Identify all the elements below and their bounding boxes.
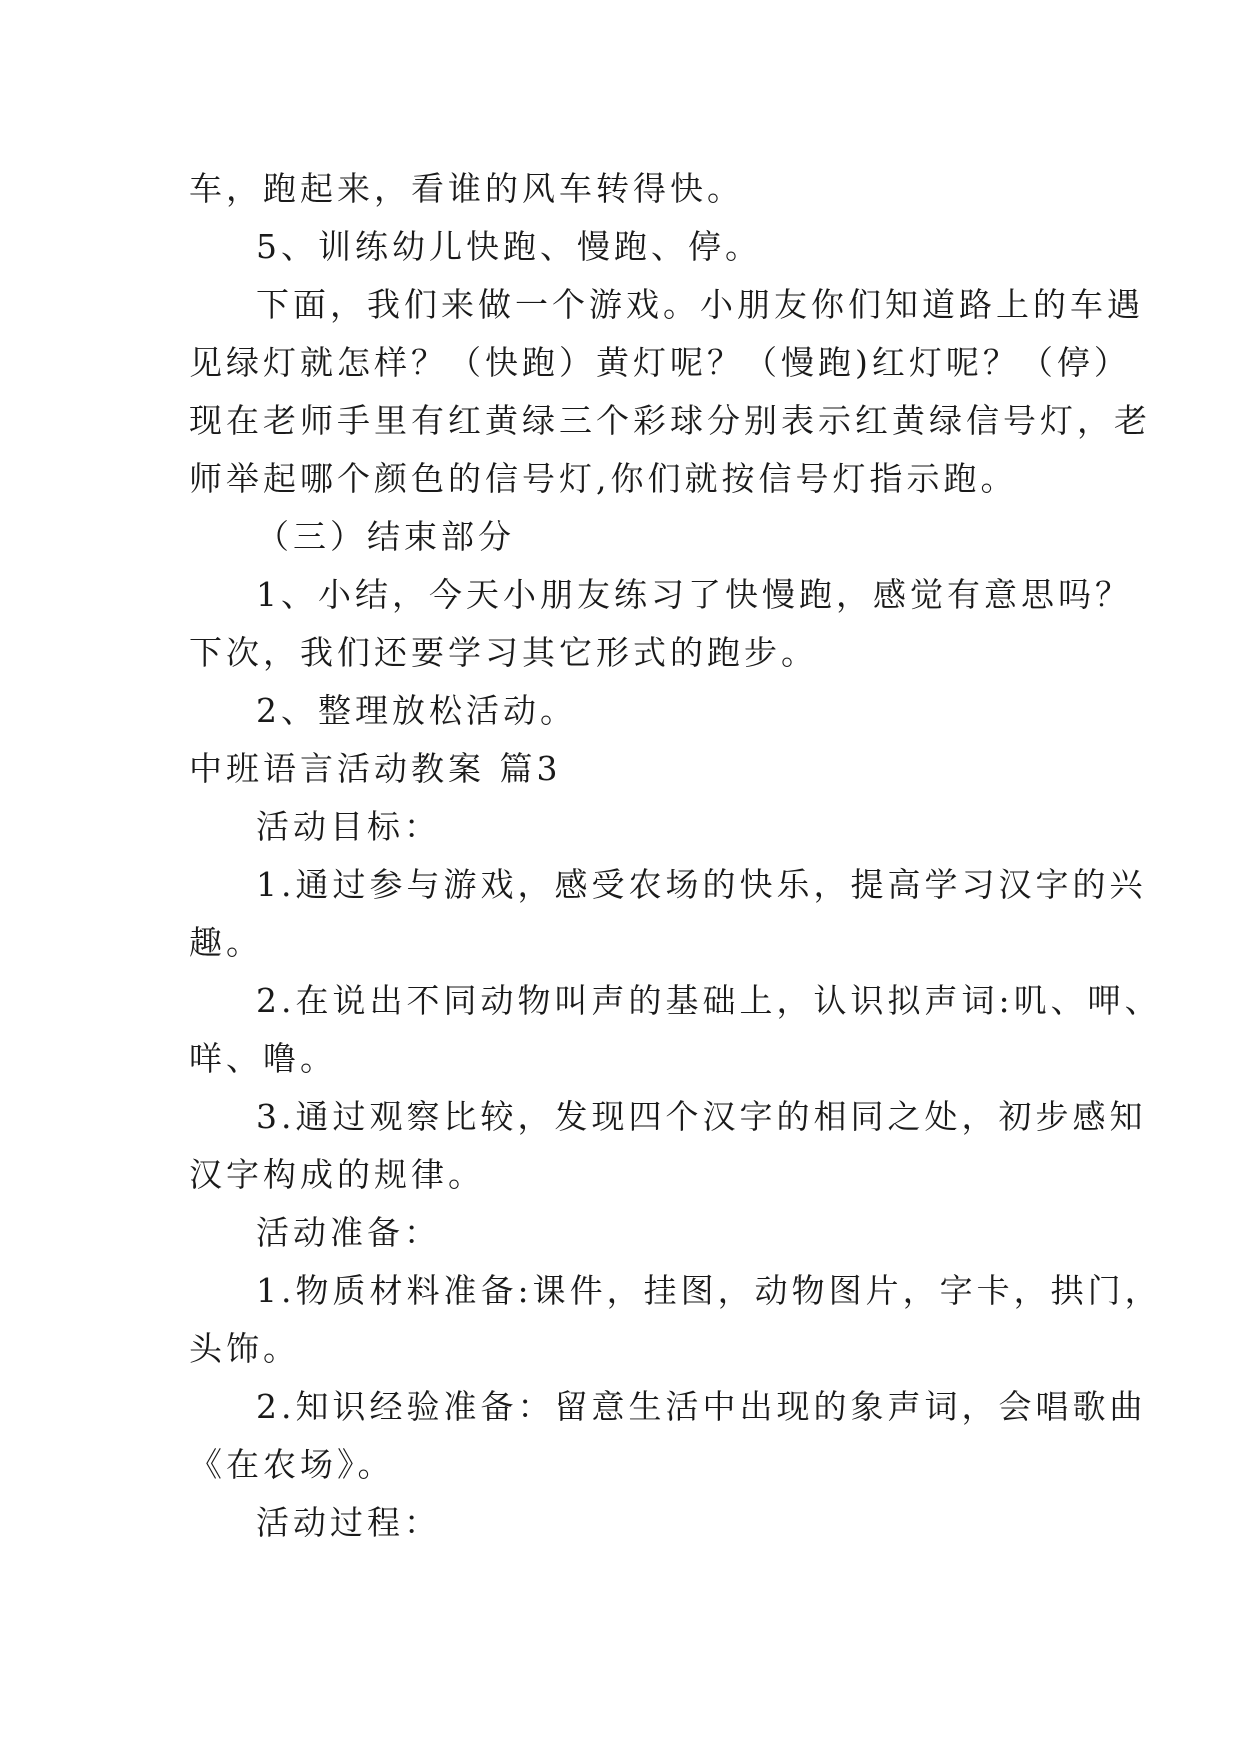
text-line: 见绿灯就怎样？（快跑）黄灯呢？（慢跑)红灯呢？（停） [189, 343, 1131, 382]
section-heading: （三）结束部分 [256, 517, 515, 556]
chapter-title: 中班语言活动教案 篇3 [189, 749, 562, 788]
section-heading: 活动目标： [256, 807, 441, 846]
text-line: 1.物质材料准备:课件，挂图，动物图片，字卡，拱门， [256, 1271, 1162, 1310]
text-line: 下面，我们来做一个游戏。小朋友你们知道路上的车遇 [256, 285, 1144, 324]
text-line: 3.通过观察比较，发现四个汉字的相同之处，初步感知 [256, 1097, 1147, 1136]
section-heading: 活动准备： [256, 1213, 441, 1252]
text-line: 车，跑起来，看谁的风车转得快。 [189, 169, 744, 208]
text-line: 2、整理放松活动。 [256, 691, 577, 730]
text-line: 2.在说出不同动物叫声的基础上，认识拟声词:叽、呷、 [256, 981, 1162, 1020]
text-line: 《在农场》。 [189, 1445, 395, 1484]
text-line: 头饰。 [189, 1329, 300, 1368]
text-line: 现在老师手里有红黄绿三个彩球分别表示红黄绿信号灯，老 [189, 401, 1151, 440]
section-heading: 活动过程： [256, 1503, 441, 1542]
text-line: 5、训练幼儿快跑、慢跑、停。 [256, 227, 762, 266]
text-line: 咩、噜。 [189, 1039, 337, 1078]
text-line: 师举起哪个颜色的信号灯,你们就按信号灯指示跑。 [189, 459, 1018, 498]
text-line: 汉字构成的规律。 [189, 1155, 485, 1194]
text-line: 2.知识经验准备：留意生活中出现的象声词，会唱歌曲 [256, 1387, 1147, 1426]
text-line: 1.通过参与游戏，感受农场的快乐，提高学习汉字的兴 [256, 865, 1147, 904]
text-line: 下次，我们还要学习其它形式的跑步。 [189, 633, 818, 672]
text-line: 趣。 [189, 923, 263, 962]
text-line: 1、小结，今天小朋友练习了快慢跑，感觉有意思吗？ [256, 575, 1132, 614]
